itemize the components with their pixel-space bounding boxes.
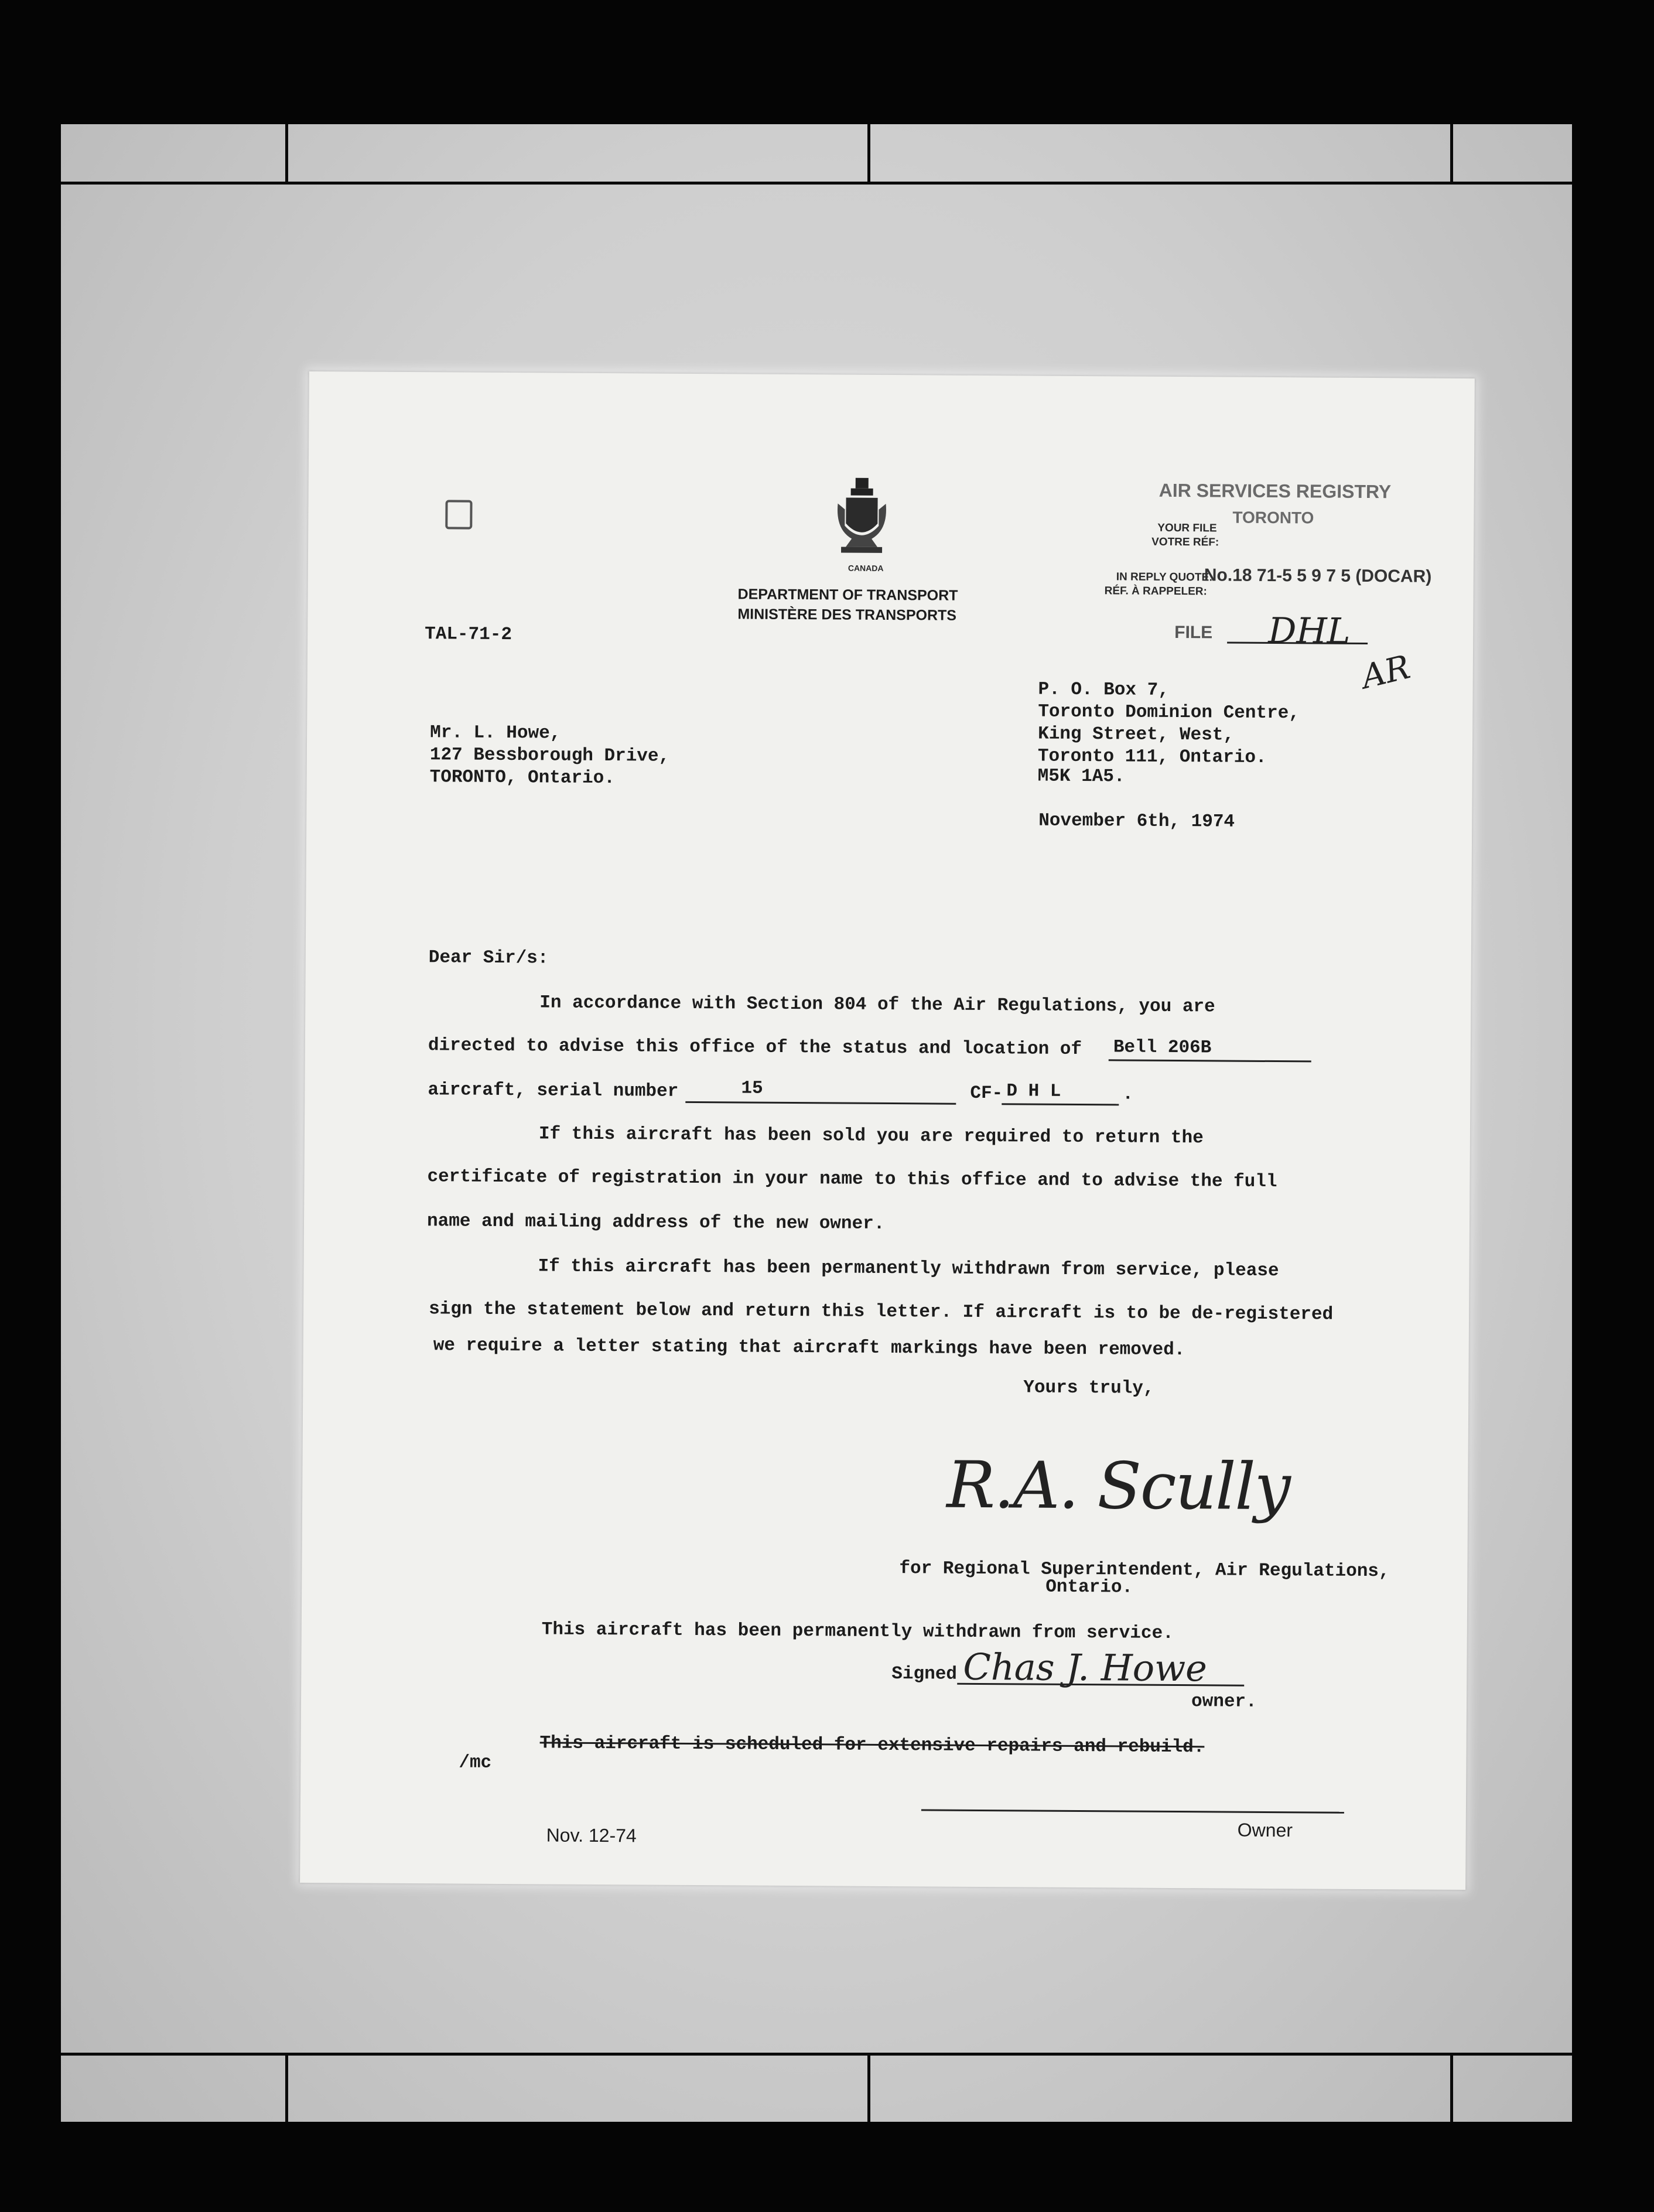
frame-tick [867,2053,870,2122]
letterhead-country: CANADA [847,563,884,573]
frame-tick [285,2053,288,2122]
sender-address-line: Toronto 111, Ontario. [1037,746,1267,768]
footer-owner-line [921,1809,1344,1813]
body-text: sign the statement below and return this letter. If aircraft is to be de-registered [429,1299,1334,1325]
footer-date: Nov. 12-74 [546,1824,637,1846]
sender-address-line: P. O. Box 7, [1038,679,1169,701]
coat-of-arms-icon [835,477,888,560]
aircraft-type: Bell 206B [1113,1037,1212,1059]
frame-tick [867,124,870,182]
letter-date: November 6th, 1974 [1038,810,1235,832]
registration-prefix: CF- [970,1083,1003,1104]
typist-initials: /mc [459,1752,492,1773]
body-text: certificate of registration in your name to this office and to advise the full [427,1166,1277,1193]
frame-tick [285,124,288,182]
struck-statement: This aircraft is scheduled for extensive repairs and rebuild. [539,1733,1205,1758]
body-text: In accordance with Section 804 of the Air Regulations, you are [539,992,1215,1018]
owner-signature: Chas J. Howe [963,1645,1208,1690]
recipient-address-line: TORONTO, Ontario. [429,767,616,789]
file-label: FILE [1174,622,1213,643]
staple-mark [445,500,472,529]
body-text: If this aircraft has been sold you are required to return the [538,1124,1204,1149]
frame-top-border [61,182,1572,185]
body-text: aircraft, serial number [428,1080,679,1102]
withdrawal-statement: This aircraft has been permanently withdrawn from service. [541,1619,1174,1644]
your-file-label-fr: VOTRE RÉF: [1151,535,1219,549]
owner-label: owner. [1191,1691,1257,1712]
signatory-title: Ontario. [1045,1576,1133,1598]
body-text: directed to advise this office of the status and location of [428,1035,1082,1060]
body-text: If this aircraft has been permanently withdrawn from service, please [538,1256,1279,1282]
official-signature: R.A. Scully [946,1447,1290,1525]
letterhead-department-en: DEPARTMENT OF TRANSPORT [737,586,958,604]
sender-address-line: Toronto Dominion Centre, [1038,701,1300,724]
your-file-label: YOUR FILE [1157,521,1217,535]
registration-marks: D H L [1006,1081,1061,1102]
aircraft-type-blank [1109,1059,1311,1062]
letter-page [300,371,1475,1890]
sender-address-line: M5K 1A5. [1037,766,1125,787]
signatory-title: for Regional Superintendent, Air Regulations, [899,1558,1390,1582]
closing: Yours truly, [1023,1377,1154,1399]
file-code: TAL-71-2 [425,624,512,646]
serial-number: 15 [741,1078,763,1099]
body-text: name and mailing address of the new owner. [426,1211,885,1234]
registry-reference-number: No.18 71-5 5 9 7 5 (DOCAR) [1204,565,1432,586]
frame-tick [1450,124,1453,182]
file-handwritten-value: DHL [1268,610,1351,652]
registration-blank [1002,1103,1119,1105]
serial-number-blank [685,1101,956,1105]
registry-stamp-line2: TORONTO [1232,508,1314,527]
in-reply-label: IN REPLY QUOTE: [1116,571,1213,584]
letterhead-department-fr: MINISTÈRE DES TRANSPORTS [737,606,957,624]
recipient-address-line: 127 Bessborough Drive, [429,745,670,767]
registration-suffix: . [1122,1084,1134,1105]
frame-tick [1450,2053,1453,2122]
sender-address-line: King Street, West, [1038,723,1235,746]
registry-stamp-line1: AIR SERVICES REGISTRY [1159,479,1392,503]
footer-owner-label: Owner [1237,1819,1293,1841]
handwritten-initials: AR [1358,648,1414,697]
signed-label: Signed [891,1664,958,1685]
in-reply-label-fr: RÉF. À RAPPELER: [1104,585,1207,598]
salutation: Dear Sir/s: [428,947,549,969]
body-text: we require a letter stating that aircraft markings have been removed. [433,1335,1185,1361]
recipient-address-line: Mr. L. Howe, [430,722,561,744]
